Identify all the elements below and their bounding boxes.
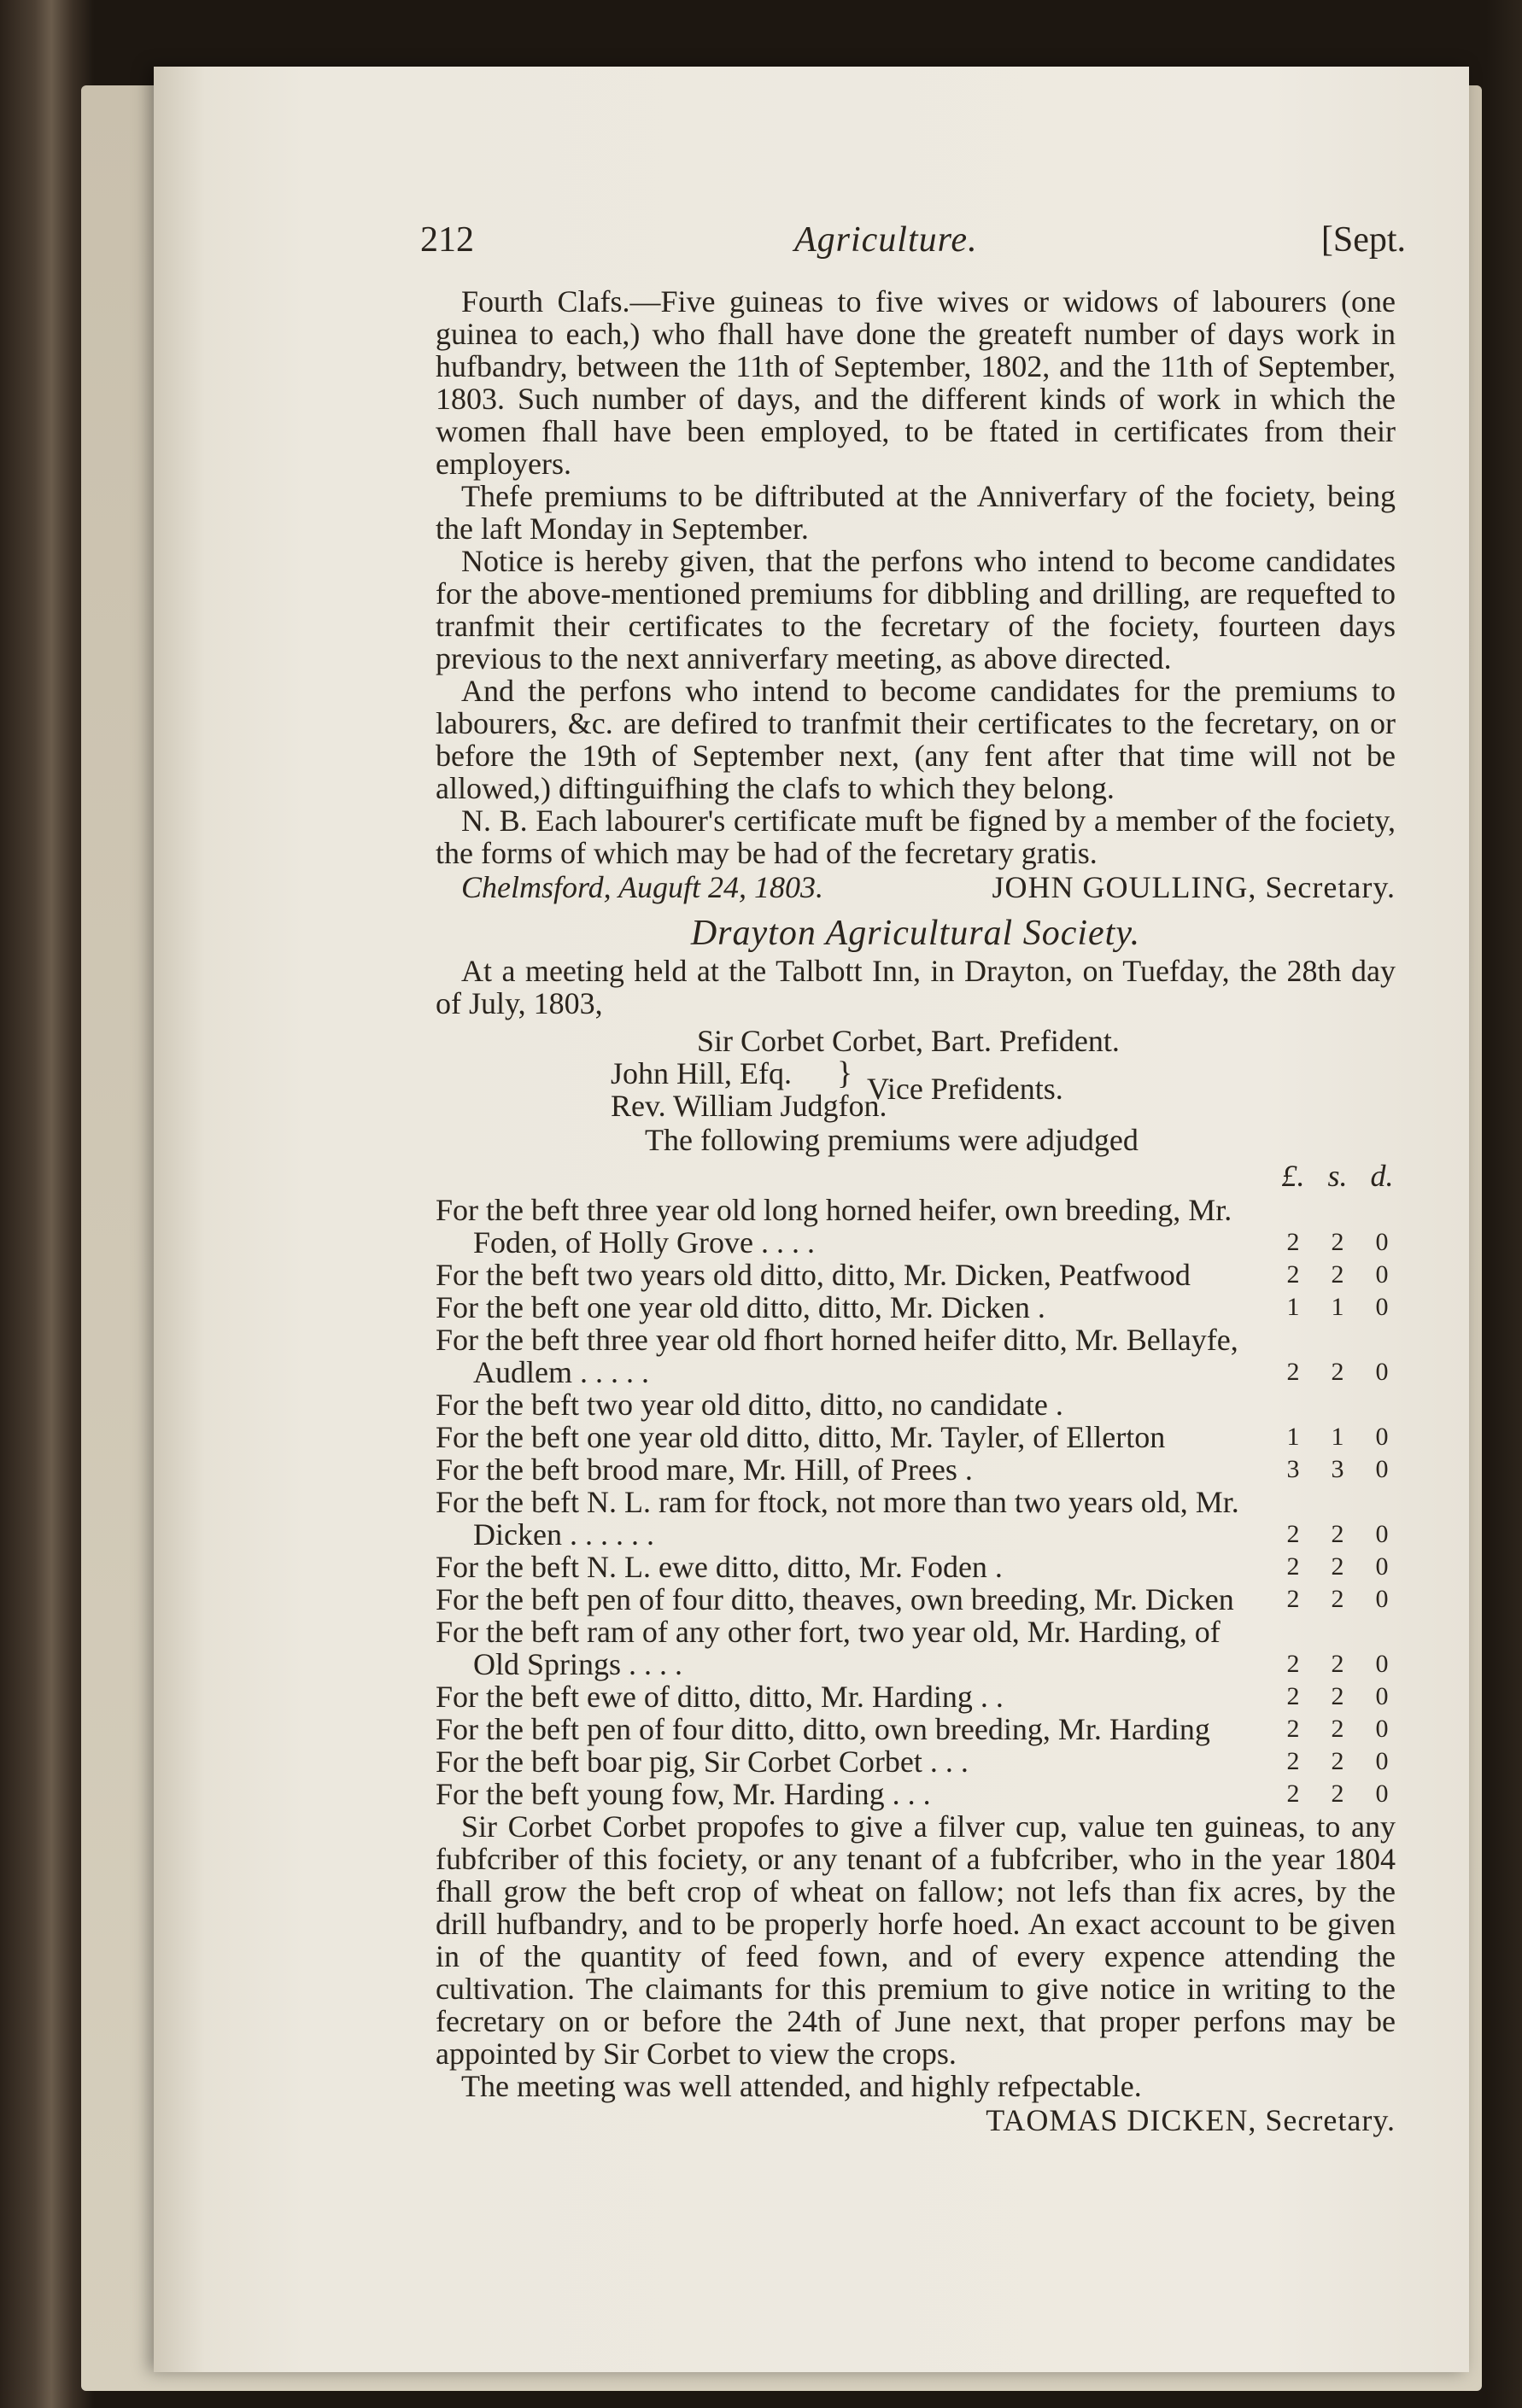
prize-amount [1276, 1388, 1404, 1421]
prize-amount [1276, 1421, 1404, 1453]
brace-glyph: } [837, 1055, 853, 1091]
prize-description: For the beft pen of four ditto, ditto, own breeding, Mr. Harding [436, 1712, 1210, 1746]
prize-row [436, 1421, 1396, 1453]
prize-pence: 0 [1375, 1423, 1389, 1451]
prize-row [436, 1745, 1396, 1778]
prize-pence: 0 [1375, 1747, 1389, 1775]
essex-signature [436, 871, 1396, 903]
prize-amount [1276, 1648, 1404, 1680]
prize-amount [1276, 1745, 1404, 1778]
shillings-header: s. [1327, 1159, 1348, 1193]
prize-shillings: 2 [1331, 1747, 1344, 1775]
prize-pence: 0 [1375, 1780, 1389, 1808]
prize-pence: 0 [1375, 1552, 1389, 1581]
currency-header [436, 1160, 1396, 1194]
prize-row [436, 1324, 1396, 1388]
society-title: Drayton Agricultural Society. [690, 914, 1141, 953]
prize-row [436, 1551, 1396, 1583]
prize-description: For the beft three year old long horned heifer, own breeding, Mr. [436, 1193, 1232, 1227]
prize-description: For the beft ewe of ditto, ditto, Mr. Harding . . [436, 1680, 1004, 1714]
prize-amount [1276, 1778, 1404, 1810]
attendance-paragraph: The meeting was well attended, and highly refpectable. [461, 2069, 1142, 2103]
prize-description: For the beft young fow, Mr. Harding . . . [436, 1777, 931, 1811]
prize-row [436, 1583, 1396, 1616]
prize-shillings: 2 [1331, 1780, 1344, 1808]
prize-description-continued: Dicken . . . . . . [473, 1517, 654, 1552]
prize-pence: 0 [1375, 1260, 1389, 1289]
prize-description: For the beft brood mare, Mr. Hill, of Prees . [436, 1452, 973, 1487]
prize-row [436, 1259, 1396, 1291]
prize-description: For the beft two year old ditto, ditto, no candidate . [436, 1388, 1063, 1422]
prize-description-continued: Old Springs . . . . [473, 1647, 683, 1681]
meeting-paragraph: At a meeting held at the Talbott Inn, in Drayton, on Tuefday, the 28th day of July, 1803, [436, 954, 1396, 1020]
prize-shillings: 2 [1331, 1552, 1344, 1581]
prize-description: For the beft one year old ditto, ditto, Mr. Dicken . [436, 1290, 1045, 1324]
prize-description: For the beft ram of any other fort, two year old, Mr. Harding, of [436, 1615, 1221, 1649]
prize-amount [1276, 1583, 1404, 1616]
running-month: [Sept. [1320, 220, 1406, 260]
prize-pounds: 2 [1286, 1228, 1300, 1256]
prize-amount [1276, 1259, 1404, 1291]
prize-amount [1276, 1551, 1404, 1583]
prize-pence: 0 [1375, 1715, 1389, 1743]
prize-pounds: 2 [1286, 1585, 1300, 1613]
running-head [420, 220, 1406, 268]
prize-pounds: 3 [1286, 1455, 1300, 1483]
prize-row [436, 1453, 1396, 1486]
prize-pounds: 1 [1286, 1293, 1300, 1321]
cup-proposal-paragraph: Sir Corbet Corbet propofes to give a filver cup, value ten guineas, to any fubfcriber of this fociety, or any tenant of a fubfcriber, who in the year 1804 fhall grow the beft crop of wheat on fallow; not lefs than fix acres, by the drill hufbandry, and to be properly horfe hoed. An exact account to be given in of the quantity of feed fown, and of every expence attending the cultivation. The claimants for this premium to give notice in writing to the fecretary on or before the 24th of June next, that proper perfons may be appointed by Sir Corbet to view the crops. [436, 1809, 1396, 2071]
prize-pence: 0 [1375, 1650, 1389, 1678]
prize-shillings: 3 [1331, 1455, 1344, 1483]
prize-shillings: 2 [1331, 1682, 1344, 1710]
prize-amount [1276, 1356, 1404, 1388]
page-number: 212 [420, 220, 474, 260]
prize-pence: 0 [1375, 1682, 1389, 1710]
prize-shillings: 1 [1331, 1293, 1344, 1321]
prize-pounds: 2 [1286, 1682, 1300, 1710]
vice-president-name: Rev. William Judgfon. [611, 1089, 887, 1123]
nota-bene-paragraph: N. B. Each labourer's certificate muft be figned by a member of the fociety, the forms of which may be had of the fecretary gratis. [436, 804, 1396, 870]
prize-shillings: 2 [1331, 1585, 1344, 1613]
prize-row [436, 1680, 1396, 1713]
president-line: Sir Corbet Corbet, Bart. Prefident. [697, 1024, 1120, 1058]
vice-president-name: John Hill, Efq. [611, 1056, 792, 1090]
prize-amount [1276, 1291, 1404, 1324]
prize-pence: 0 [1375, 1455, 1389, 1483]
prize-description: For the beft N. L. ram for ftock, not more than two years old, Mr. [436, 1485, 1239, 1519]
section-title: Agriculture. [794, 220, 978, 260]
prize-row [436, 1778, 1396, 1810]
prize-pence: 0 [1375, 1585, 1389, 1613]
prize-pence: 0 [1375, 1293, 1389, 1321]
prize-shillings: 1 [1331, 1423, 1344, 1451]
prize-description: For the beft two years old ditto, ditto, Mr. Dicken, Peatfwood [436, 1258, 1191, 1292]
prize-shillings: 2 [1331, 1520, 1344, 1548]
prize-description: For the beft three year old fhort horned heifer ditto, Mr. Bellayfe, [436, 1323, 1238, 1357]
notice-paragraph: Notice is hereby given, that the perfons who intend to become candidates for the above-mentioned premiums for dibbling and drilling, are requefted to tranfmit their certificates to the fecretary of the fociety, fourteen days previous to the next anniverfary meeting, as above directed. [436, 544, 1396, 675]
prize-row [436, 1194, 1396, 1259]
premiums-note-paragraph: Thefe premiums to be diftributed at the Anniverfary of the fociety, being the laft Monday in September. [436, 479, 1396, 546]
prize-pence: 0 [1375, 1358, 1389, 1386]
prize-description: For the beft pen of four ditto, theaves, own breeding, Mr. Dicken [436, 1582, 1234, 1616]
prize-row [436, 1713, 1396, 1745]
prize-shillings: 2 [1331, 1715, 1344, 1743]
prize-row [436, 1616, 1396, 1680]
pounds-header: £. [1281, 1159, 1305, 1193]
prize-pounds: 2 [1286, 1260, 1300, 1289]
prize-amount [1276, 1680, 1404, 1713]
prize-pounds: 1 [1286, 1423, 1300, 1451]
labourers-note-paragraph: And the perfons who intend to become candidates for the premiums to labourers, &c. are defired to tranfmit their certificates to the fecretary, on or before the 19th of September next, (any fent after that time will not be allowed,) diftinguifhing the clafs to which they belong. [436, 674, 1396, 805]
essex-secretary: JOHN GOULLING, Secretary. [992, 870, 1396, 904]
prize-pence: 0 [1375, 1228, 1389, 1256]
vice-presidents [436, 1057, 1396, 1124]
prize-pounds: 2 [1286, 1650, 1300, 1678]
officers-block [436, 1025, 1396, 1156]
prize-shillings: 2 [1331, 1228, 1344, 1256]
prize-list [436, 1194, 1396, 1810]
prize-shillings: 2 [1331, 1260, 1344, 1289]
prize-pounds: 2 [1286, 1520, 1300, 1548]
vice-presidents-title: Vice Prefidents. [867, 1072, 1063, 1106]
prize-amount [1276, 1453, 1404, 1486]
place-date: Chelmsford, Auguft 24, 1803. [461, 870, 824, 904]
prize-shillings: 2 [1331, 1358, 1344, 1386]
prize-shillings: 2 [1331, 1650, 1344, 1678]
prize-row [436, 1486, 1396, 1551]
page-content [420, 220, 1406, 2137]
prize-description: For the beft N. L. ewe ditto, ditto, Mr. Foden . [436, 1550, 1003, 1584]
prize-description-continued: Audlem . . . . . [473, 1355, 649, 1389]
prize-row [436, 1388, 1396, 1421]
pence-header: d. [1370, 1159, 1394, 1193]
prize-pounds: 2 [1286, 1715, 1300, 1743]
prize-description-continued: Foden, of Holly Grove . . . . [473, 1225, 815, 1260]
adjudged-line: The following premiums were adjudged [645, 1123, 1139, 1157]
prize-pounds: 2 [1286, 1358, 1300, 1386]
prize-description: For the beft one year old ditto, ditto, Mr. Tayler, of Ellerton [436, 1420, 1166, 1454]
prize-row [436, 1291, 1396, 1324]
fourth-class-paragraph: Fourth Clafs.—Five guineas to five wives or widows of labourers (one guinea to each,) who fhall have done the greateft number of days work in hufbandry, between the 11th of September, 1802, and the 11th of September, 1803. Such number of days, and the different kinds of work in which the women fhall have been employed, to be ftated in certificates from their employers. [436, 284, 1396, 481]
prize-description: For the beft boar pig, Sir Corbet Corbet . . . [436, 1745, 969, 1779]
prize-amount [1276, 1518, 1404, 1551]
prize-pence: 0 [1375, 1520, 1389, 1548]
prize-pounds: 2 [1286, 1780, 1300, 1808]
prize-amount [1276, 1713, 1404, 1745]
prize-pounds: 2 [1286, 1747, 1300, 1775]
drayton-secretary: TAOMAS DICKEN, Secretary. [986, 2103, 1396, 2137]
prize-pounds: 2 [1286, 1552, 1300, 1581]
prize-amount [1276, 1226, 1404, 1259]
